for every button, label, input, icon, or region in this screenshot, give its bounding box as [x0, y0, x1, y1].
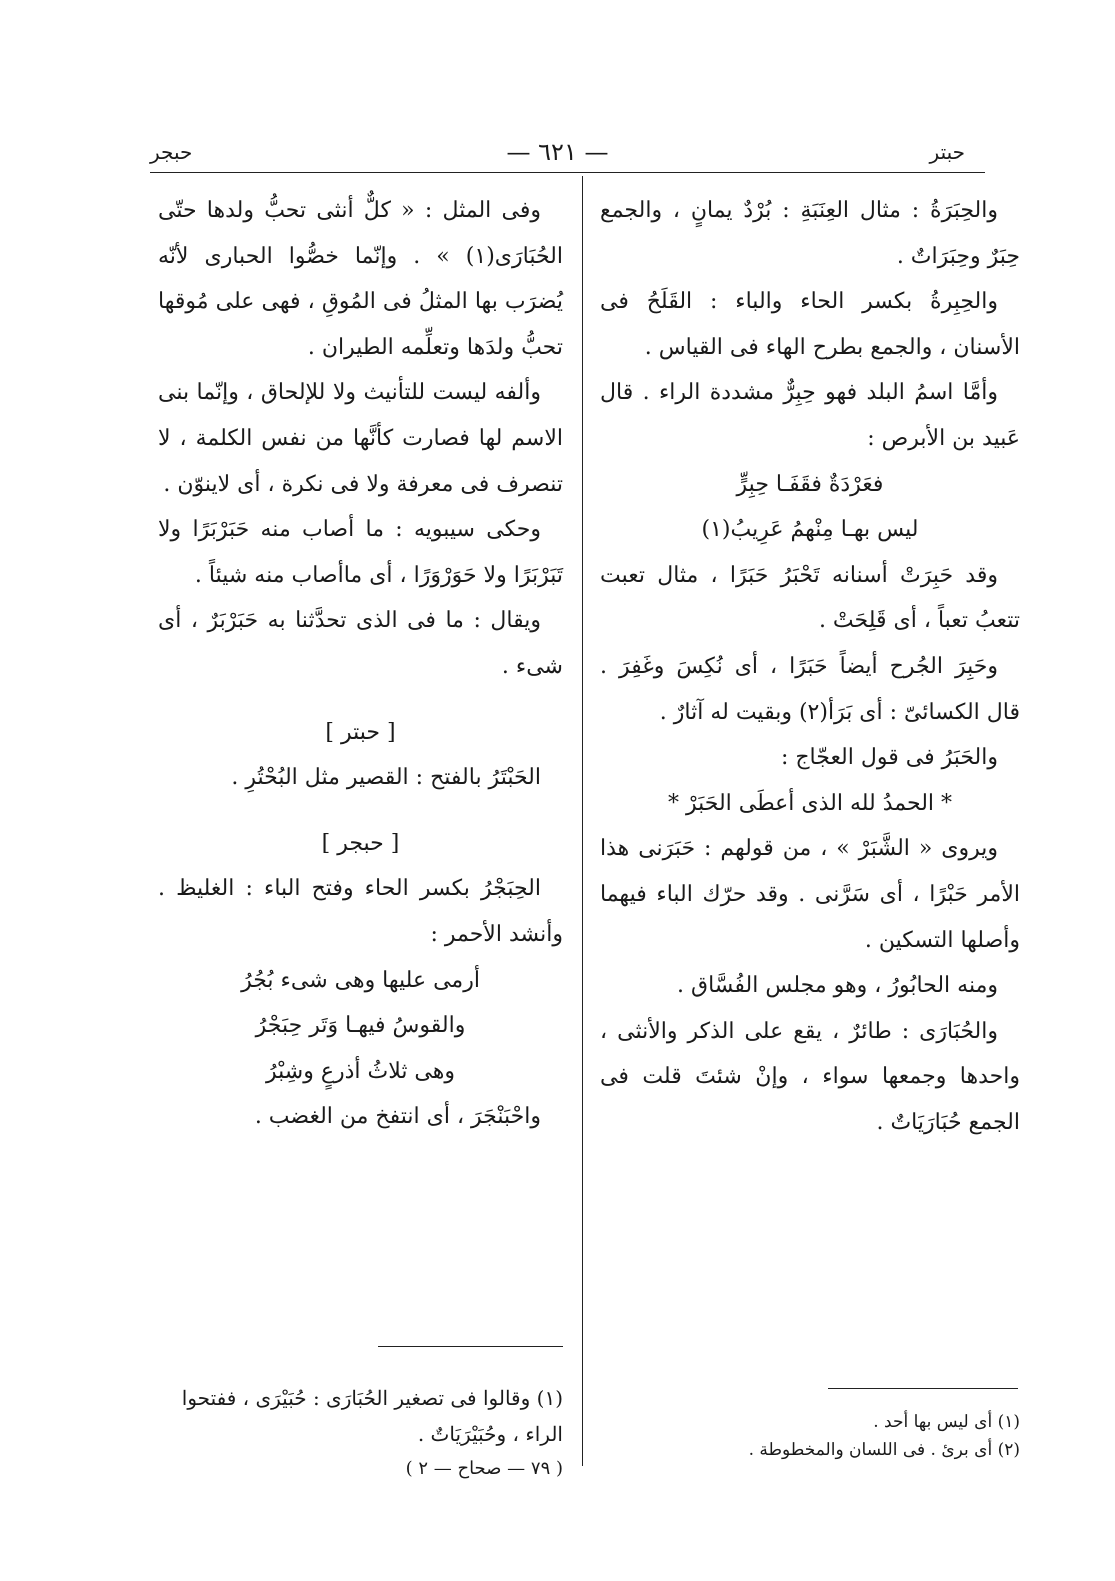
column-separator: [582, 176, 583, 1466]
entry-paragraph: ويروى « الشَّبَرْ » ، من قولهم : حَبَرَنى هذا الأمر حَبْرًا ، أى سَرَّنى . وقد حرّك الباء فيهما وأصلها التسكين .: [600, 836, 1020, 953]
footnote-rule-right: [828, 1388, 1018, 1389]
signature-line: ( ٧٩ — صحاح — ٢ ): [405, 1458, 563, 1479]
verse-line: والقوسُ فيهـا وَتَر حِبَجْرُ: [255, 1013, 466, 1039]
entry-paragraph: وأمَّا اسمُ البلد فهو حِبِرٌّ مشددة الراء . قال عَبيد بن الأبرص :: [600, 380, 1020, 451]
header-left-keyword: حبجر: [150, 140, 193, 164]
entry-heading: [ حبتر ]: [325, 719, 396, 745]
entry-paragraph: وحكى سيبويه : ما أصاب منه حَبَرْبَرًا ولا تَبَرْبَرًا ولا حَوَرْوَرًا ، أى ماأصاب منه شيئاً .: [158, 517, 563, 588]
verse-line: وهى ثلاثُ أذرعٍ وشِبْرُ: [266, 1058, 455, 1084]
entry-heading: [ حبجر ]: [321, 830, 400, 856]
entry-paragraph: وألفه ليست للتأنيث ولا للإلحاق ، وإنّما بنى الاسم لها فصارت كأنَّها من نفس الكلمة ، لا تنصرف فى معرفة ولا فى نكرة ، أى لاينوّن .: [158, 380, 563, 497]
entry-paragraph: وفى المثل : « كلٌّ أنثى تحبُّ ولدها حتّى الحُبَارَى(١) » . وإنّما خصُّوا الحبارى لأنّه يُضرَب بها المثلُ فى المُوقِ ، فهى على مُوقها تحبُّ ولدَها وتعلِّمه الطيران .: [158, 198, 563, 360]
entry-paragraph: والحَبَرُ فى قول العجّاج :: [780, 745, 998, 771]
left-column: [158, 188, 563, 1140]
entry-paragraph: ويقال : ما فى الذى تحدَّثنا به حَبَرْبَرٌ ، أى شىء .: [158, 608, 563, 679]
entry-paragraph: وقد حَبِرَتْ أسنانه تَحْبَرُ حَبَرًا ، مثال تعبت تتعبُ تعباً ، أى قَلِحَتْ .: [600, 562, 1020, 634]
entry-paragraph: ومنه الحابُورُ ، وهو مجلس الفُسَّاق .: [677, 973, 998, 999]
entry-paragraph: الحِبَجْرُ بكسر الحاء وفتح الباء : الغليظ . وأنشد الأحمر :: [158, 876, 563, 947]
footnote: (١) أى ليس بها أحد .: [873, 1412, 1020, 1432]
verse-line: أرمى عليها وهى شىء بُجُرُ: [241, 967, 480, 993]
entry-paragraph: واحْبَنْجَرَ ، أى انتفخ من الغضب .: [254, 1104, 541, 1130]
verse-line: * الحمدُ لله الذى أعطَى الحَبَرْ *: [667, 790, 953, 816]
entry-paragraph: والحِبِرةُ بكسر الحاء والباء : القَلَحُ فى الأسنان ، والجمع بطرح الهاء فى القياس .: [600, 289, 1020, 360]
entry-paragraph: وحَبِرَ الجُرح أيضاً حَبَرًا ، أى نُكِسَ وغَفِرَ . قال الكسائىّ : أى بَرَأ(٢) وبقيت له آثارٌ .: [600, 653, 1020, 725]
verse-line: ليس بهـا مِنْهمُ عَرِيبُ(١): [701, 517, 919, 543]
entry-paragraph: والحُبَارَى : طائرٌ ، يقع على الذكر والأنثى ، واحدها وجمعها سواء ، وإنْ شئتَ قلت فى الجمع حُبَارَيَاتٌ .: [600, 1018, 1020, 1135]
footnote-rule-left: [378, 1346, 563, 1347]
header-rule: [150, 172, 985, 173]
page-number: — ٦٢١ —: [506, 138, 609, 166]
footnote: (٢) أى برئ . فى اللسان والمخطوطة .: [748, 1440, 1020, 1460]
verse-line: فعَرْدَةٌ فقَفَـا حِبِرٍّ: [736, 471, 884, 497]
entry-paragraph: الحَبْتَرُ بالفتح : القصير مثل البُحْتُرِ .: [231, 765, 541, 791]
right-column: [600, 188, 1020, 1145]
footnotes-left: [158, 1380, 563, 1452]
footnote: (١) وقالوا فى تصغير الحُبَارَى : حُبَيْرَى ، ففتحوا الراء ، وحُبَيْرَيَاتٌ .: [181, 1386, 563, 1446]
footnotes-right: [600, 1408, 1020, 1464]
header-right-keyword: حبتر: [929, 140, 965, 164]
entry-paragraph: والحِبَرَةُ : مثال العِنَبَةِ : بُرْدٌ يمانٍ ، والجمع حِبَرٌ وحِبَرَاتٌ .: [600, 198, 1020, 269]
